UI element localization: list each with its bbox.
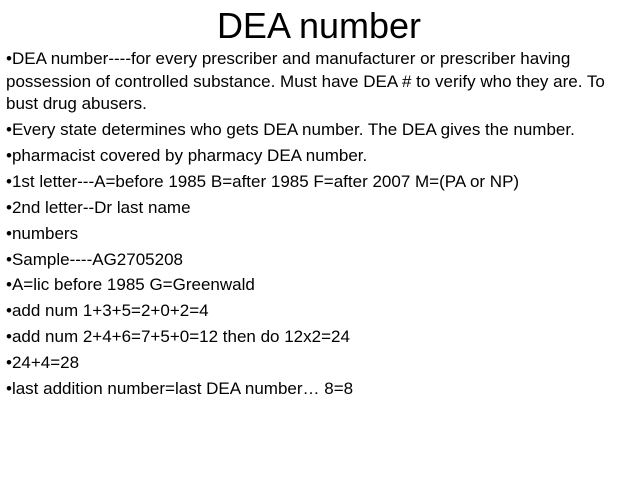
bullet-text: add num 2+4+6=7+5+0=12 then do 12x2=24 [11,327,350,347]
bullet-text: numbers [11,223,79,243]
bullet-text: A=lic before 1985 G=Greenwald [11,275,255,295]
bullet-item [6,352,632,375]
bullet-item [6,249,632,272]
bullet-glyph: • [6,249,12,269]
bullet-glyph: • [6,171,12,191]
bullet-glyph: • [6,378,12,398]
bullet-item [6,171,632,194]
bullet-glyph: • [6,353,12,373]
bullet-text: DEA number----for every prescriber and manufacturer or prescriber having possession of controlled substance. Must have DEA # to verify who they are. To bust drug abusers. [6,49,605,114]
bullet-text: 2nd letter--Dr last name [11,197,191,217]
bullet-item [6,145,632,168]
bullet-text: Every state determines who gets DEA number. The DEA gives the number. [11,120,575,140]
bullet-glyph: • [6,49,12,68]
bullet-list [6,48,632,404]
bullet-glyph: • [6,120,12,140]
bullet-item [6,119,632,142]
bullet-glyph: • [6,197,12,217]
slide-title: DEA number [216,5,422,46]
bullet-item [6,300,632,323]
bullet-text: Sample----AG2705208 [11,249,183,269]
bullet-item [6,378,632,401]
bullet-text: last addition number=last DEA number… 8=8 [11,378,354,398]
bullet-text: 1st letter---A=before 1985 B=after 1985 F=after 2007 M=(PA or NP) [11,171,520,191]
bullet-glyph: • [6,301,12,321]
bullet-glyph: • [6,145,12,165]
bullet-text: add num 1+3+5=2+0+2=4 [11,301,209,321]
bullet-item [6,48,632,116]
bullet-text: 24+4=28 [11,353,80,373]
bullet-glyph: • [6,327,12,347]
bullet-item [6,223,632,246]
bullet-item [6,197,632,220]
bullet-glyph: • [6,275,12,295]
bullet-item [6,326,632,349]
bullet-glyph: • [6,223,12,243]
bullet-text: pharmacist covered by pharmacy DEA number. [11,145,368,165]
bullet-item [6,274,632,297]
